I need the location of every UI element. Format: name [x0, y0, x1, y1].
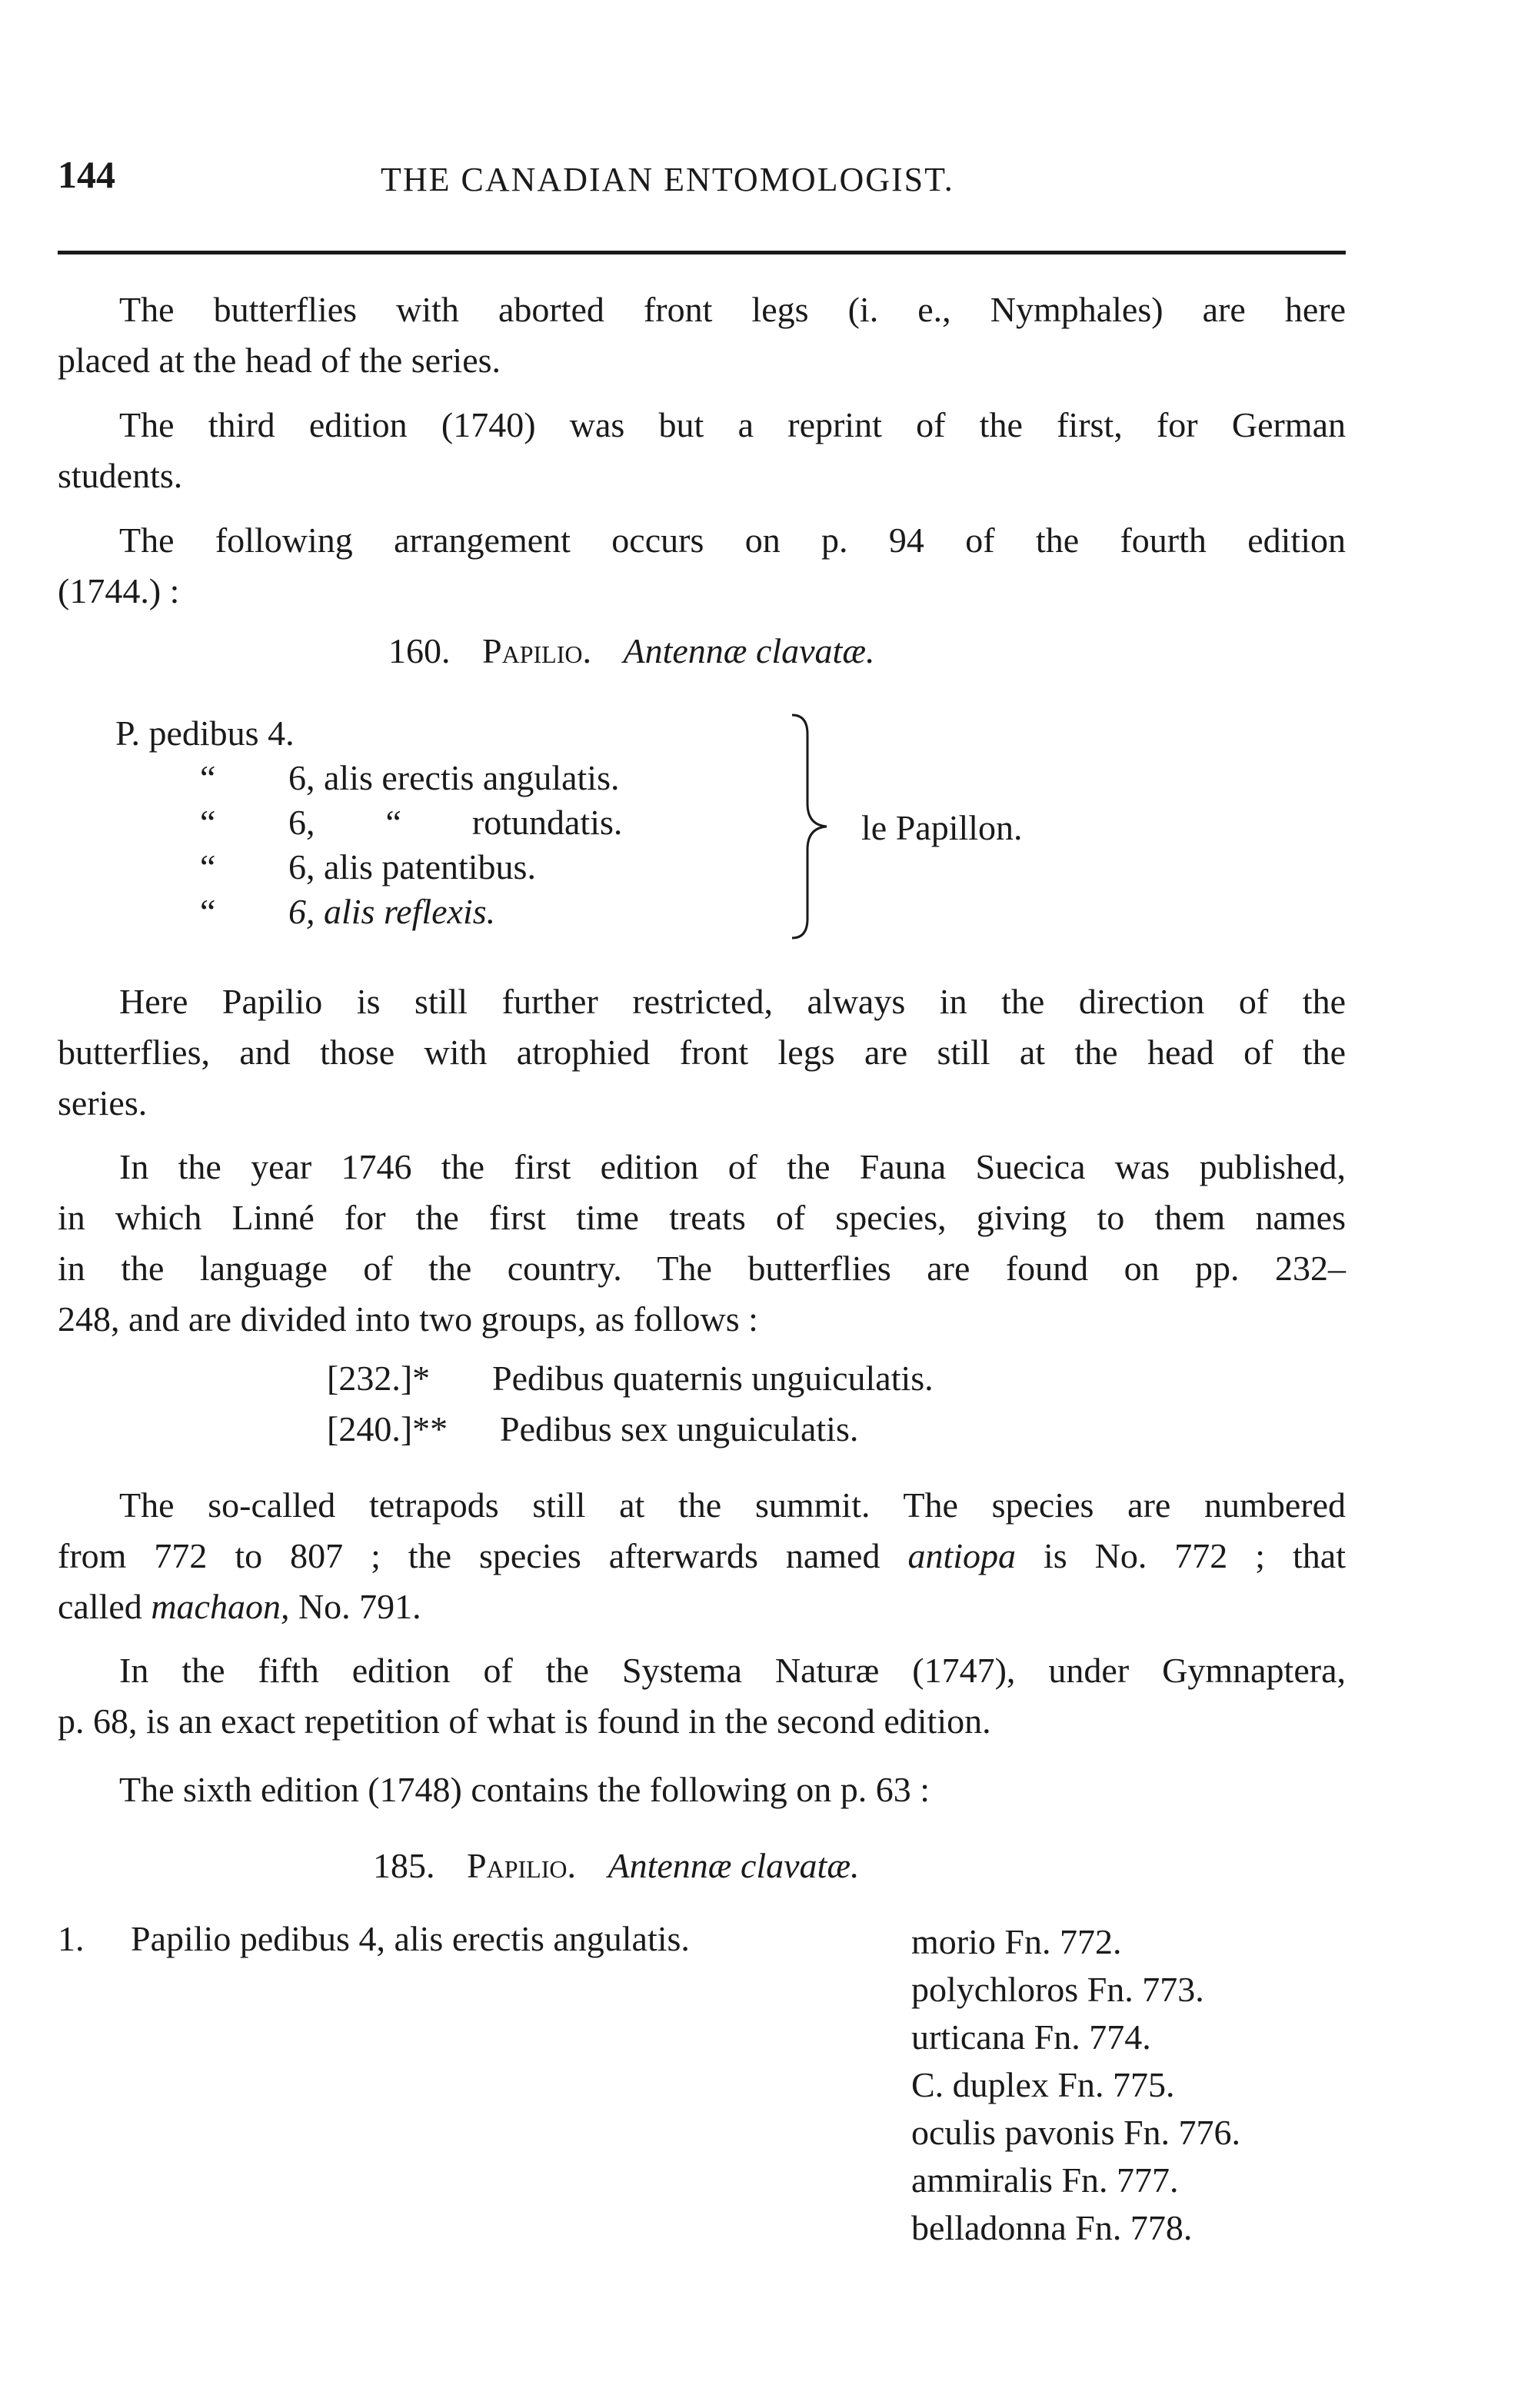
species-item: belladonna Fn. 778.	[911, 2208, 1193, 2247]
list-item-description: Papilio pedibus 4, alis erectis angulatis.	[131, 1919, 690, 1958]
row-text: 6, alis patentibus.	[288, 847, 536, 886]
section-number: 160.	[388, 631, 451, 670]
curly-brace	[777, 711, 831, 942]
species-item: polychloros Fn. 773.	[911, 1970, 1204, 2009]
species-item: C. duplex Fn. 775.	[911, 2065, 1175, 2104]
paragraph-8	[58, 1764, 1346, 1815]
group-text: Pedibus sex unguiculatis.	[500, 1409, 859, 1448]
text-line: 248, and are divided into two groups, as follows :	[58, 1299, 758, 1339]
text-line: butterflies, and those with atrophied front legs are still at the head of the	[58, 1033, 1346, 1072]
page-ref: [240.]**	[327, 1409, 448, 1448]
row-text: 6, alis reflexis.	[288, 892, 496, 931]
paragraph-6	[58, 1480, 1346, 1632]
brace-label: le Papillon.	[861, 808, 1023, 847]
table-row	[115, 756, 622, 800]
text-line: The sixth edition (1748) contains the following on p. 63 :	[119, 1770, 930, 1809]
text-line: In the year 1746 the first edition of the Fauna Suecica was published,	[119, 1147, 1346, 1186]
text-line: in which Linné for the first time treats of species, giving to them names	[58, 1198, 1346, 1237]
page-header	[58, 152, 1342, 206]
row-text: 6, alis erectis angulatis.	[288, 758, 620, 797]
section-160-heading	[388, 630, 875, 671]
paragraph-3	[58, 515, 1346, 617]
genus-name: Papilio.	[467, 1846, 576, 1885]
list-item-number: 1.	[58, 1919, 85, 1958]
text-line: series.	[58, 1083, 148, 1123]
row-text: 4.	[268, 713, 295, 753]
ditto-mark: “	[200, 803, 216, 842]
genus-description: Antennæ clavatæ.	[623, 631, 875, 670]
section-185-heading	[373, 1845, 860, 1886]
species-item: urticana Fn. 774.	[911, 2017, 1151, 2057]
text-line: (1744.) :	[58, 571, 180, 610]
text-line: The third edition (1740) was but a reprint of the first, for German	[119, 405, 1346, 444]
species-list	[911, 1918, 1240, 2252]
text-line: The butterflies with aborted front legs (i. e., Nymphales) are here	[119, 290, 1346, 329]
species-item: ammiralis Fn. 777.	[911, 2160, 1179, 2200]
fauna-groups	[327, 1353, 934, 1455]
page-ref: [232.]*	[327, 1359, 431, 1398]
paragraph-4	[58, 976, 1346, 1129]
table-row	[115, 845, 622, 890]
journal-title: THE CANADIAN ENTOMOLOGIST.	[381, 161, 954, 198]
species-item: oculis pavonis Fn. 776.	[911, 2113, 1241, 2152]
ditto-mark: “	[200, 758, 216, 797]
paragraph-7	[58, 1645, 1346, 1747]
row-text: 6, “ rotundatis.	[288, 803, 623, 842]
page-number: 144	[58, 153, 115, 196]
header-rule	[58, 251, 1346, 254]
group-text: Pedibus quaternis unguiculatis.	[492, 1359, 934, 1398]
table-row	[115, 800, 622, 845]
paragraph-5	[58, 1142, 1346, 1345]
ditto-mark: “	[200, 892, 216, 931]
text-line: from 772 to 807 ; the species afterwards named antiopa is No. 772 ; that	[58, 1536, 1346, 1575]
paragraph-1	[58, 284, 1346, 386]
text-line: In the fifth edition of the Systema Naturæ (1747), under Gymnaptera,	[119, 1651, 1346, 1690]
table-row	[115, 711, 622, 756]
row-lead: P. pedibus	[115, 713, 259, 753]
species-item: morio Fn. 772.	[911, 1922, 1122, 1961]
text-line: The so-called tetrapods still at the summit. The species are numbered	[119, 1485, 1346, 1525]
paragraph-2	[58, 400, 1346, 501]
group-row	[327, 1404, 934, 1455]
text-line: p. 68, is an exact repetition of what is found in the second edition.	[58, 1701, 991, 1741]
text-line: in the language of the country. The butterflies are found on pp. 232–	[58, 1249, 1346, 1288]
section-number: 185.	[373, 1846, 435, 1885]
arrangement-table	[115, 711, 622, 934]
text-line: Here Papilio is still further restricted, always in the direction of the	[119, 982, 1346, 1021]
text-line: placed at the head of the series.	[58, 341, 501, 380]
text-line: called machaon, No. 791.	[58, 1587, 421, 1626]
genus-name: Papilio.	[482, 631, 591, 670]
text-line: The following arrangement occurs on p. 94 of the fourth edition	[119, 521, 1346, 560]
group-row	[327, 1353, 934, 1404]
text-line: students.	[58, 456, 183, 495]
genus-description: Antennæ clavatæ.	[608, 1846, 860, 1885]
table-row	[115, 890, 622, 934]
ditto-mark: “	[200, 847, 216, 886]
